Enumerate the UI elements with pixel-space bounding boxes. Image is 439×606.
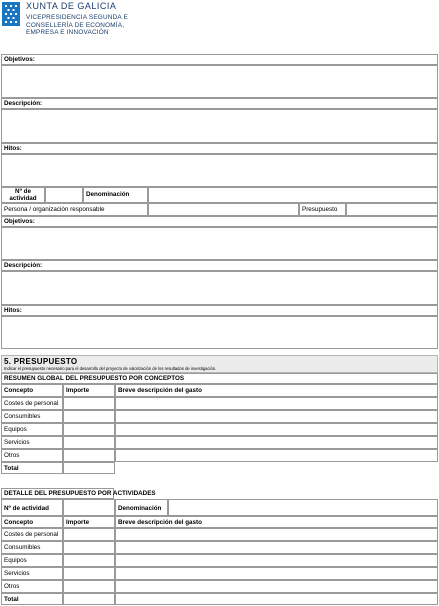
section-5-subtitle: Indicar el presupuesto necesario para el desarrollo del proyecto de valorización de los resultados de investigación. [4,366,217,371]
resumen-descripcion-cell[interactable] [115,410,438,423]
objetivos-field[interactable] [1,65,438,98]
descripcion-field[interactable] [1,109,438,143]
xunta-logo-icon [2,2,20,26]
resumen-row-label: Equipos [4,426,27,433]
org-subtitle-line: VICEPRESIDENCIA SEGUNDA E [26,14,128,21]
detalle-descripcion-cell[interactable] [115,541,438,554]
detalle-row-label: Costes de personal [4,531,59,538]
objetivos-label-cell [1,54,438,65]
detalle-row-label: Consumibles [4,544,41,551]
detalle-total-descripcion-cell[interactable] [115,593,438,605]
detalle-importe-cell[interactable] [63,528,115,541]
detalle-descripcion-cell[interactable] [115,580,438,593]
presupuesto-field[interactable] [346,203,438,216]
resumen-importe-cell[interactable] [63,436,115,449]
denominacion-label: Denominación [86,191,130,198]
detalle-header-descripcion-label: Breve descripción del gasto [118,519,202,526]
detalle-header-concepto-label: Concepto [4,519,34,526]
detalle-denominacion-field[interactable] [168,499,438,516]
objetivos-label: Objetivos: [4,56,35,63]
detalle-num-field[interactable] [63,499,115,516]
detalle-num-label: Nº de actividad [4,505,49,512]
org-subtitle [26,14,128,37]
resumen-importe-cell[interactable] [63,397,115,410]
num-actividad-label: Nº de actividad [9,188,37,202]
resumen-descripcion-cell[interactable] [115,436,438,449]
descripcion-label: Descripción: [4,262,43,269]
num-actividad-field[interactable] [45,187,83,203]
document-header [0,0,439,42]
resumen-title: RESUMEN GLOBAL DEL PRESUPUESTO POR CONCEPTOS [4,375,185,382]
org-subtitle-line: EMPRESA E INNOVACIÓN [26,29,109,37]
org-name: XUNTA DE GALICIA [26,1,117,11]
detalle-row-label: Equipos [4,557,27,564]
detalle-descripcion-cell[interactable] [115,554,438,567]
resumen-descripcion-cell[interactable] [115,449,438,462]
hitos-label-cell [1,143,438,154]
denominacion-field[interactable] [148,187,438,203]
detalle-total-importe-cell[interactable] [63,593,115,605]
detalle-importe-cell[interactable] [63,580,115,593]
resumen-total-label: Total [4,465,19,472]
detalle-title: DETALLE DEL PRESUPUESTO POR ACTIVIDADES [4,490,156,497]
resumen-row-label: Otros [4,452,20,459]
persona-field[interactable] [148,203,299,216]
persona-label: Persona / organización responsable [4,206,105,213]
detalle-row-label: Otros [4,583,20,590]
descripcion-label-cell [1,260,438,271]
resumen-total-importe-cell[interactable] [63,462,115,474]
resumen-header-importe-label: Importe [66,387,90,394]
resumen-descripcion-cell[interactable] [115,423,438,436]
resumen-importe-cell[interactable] [63,423,115,436]
resumen-row-label: Costes de personal [4,400,59,407]
detalle-header-importe-label: Importe [66,519,90,526]
objetivos-label: Objetivos: [4,218,35,225]
resumen-row-label: Consumibles [4,413,41,420]
detalle-total-label: Total [4,596,19,603]
detalle-descripcion-cell[interactable] [115,567,438,580]
hitos-label: Hitos: [4,145,22,152]
descripcion-label: Descripción: [4,100,43,107]
detalle-importe-cell[interactable] [63,567,115,580]
section-5-title: 5. PRESUPUESTO [4,357,78,366]
resumen-descripcion-cell[interactable] [115,397,438,410]
hitos-label-cell [1,305,438,316]
hitos-field[interactable] [1,154,438,187]
detalle-importe-cell[interactable] [63,541,115,554]
objetivos-field[interactable] [1,227,438,260]
objetivos-label-cell [1,216,438,227]
detalle-descripcion-cell[interactable] [115,528,438,541]
descripcion-field[interactable] [1,271,438,305]
detalle-row-label: Servicios [4,570,30,577]
hitos-label: Hitos: [4,307,22,314]
hitos-field[interactable] [1,316,438,349]
resumen-header-descripcion-label: Breve descripción del gasto [118,387,202,394]
presupuesto-label: Presupuesto [302,206,338,213]
resumen-importe-cell[interactable] [63,449,115,462]
detalle-denominacion-label: Denominación [118,505,162,512]
detalle-importe-cell[interactable] [63,554,115,567]
descripcion-label-cell [1,98,438,109]
org-subtitle-line: CONSELLERÍA DE ECONOMÍA, [26,21,125,29]
resumen-importe-cell[interactable] [63,410,115,423]
resumen-header-concepto-label: Concepto [4,387,34,394]
resumen-row-label: Servicios [4,439,30,446]
